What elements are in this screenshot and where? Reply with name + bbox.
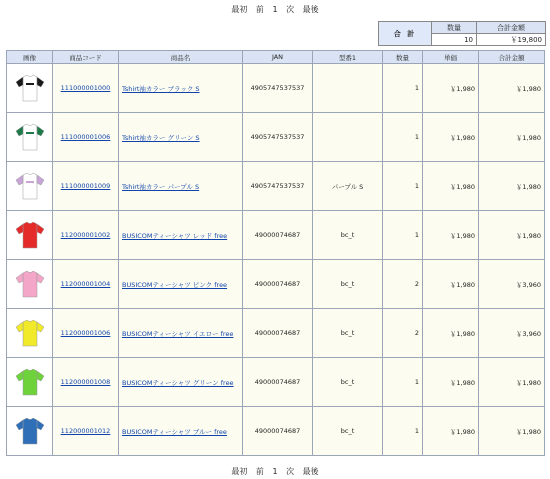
unit-price-text: ￥1,980 xyxy=(449,378,475,387)
quantity-text: 1 xyxy=(414,84,419,92)
model-number-text: パープル S xyxy=(331,182,364,191)
line-total-text: ￥1,980 xyxy=(515,231,541,240)
line-total-text: ￥1,980 xyxy=(515,427,541,436)
tshirt-right-sleeve xyxy=(37,175,44,185)
summary-amount-header: 合計金額 xyxy=(477,22,546,34)
tshirt-left-sleeve xyxy=(16,322,23,332)
model-number-cell xyxy=(313,64,383,113)
line-total-text: ￥3,960 xyxy=(515,280,541,289)
pager-last-link[interactable]: 最後 xyxy=(302,5,319,14)
model-number-text: bc_t xyxy=(340,427,355,435)
model-number-text: bc_t xyxy=(340,329,355,337)
table-row xyxy=(7,162,545,211)
unit-price-text: ￥1,980 xyxy=(449,280,475,289)
tshirt-body xyxy=(23,173,37,199)
product-name-cell xyxy=(119,260,243,309)
tshirt-body xyxy=(23,75,37,101)
tshirt-body xyxy=(23,320,37,346)
jan-code-cell xyxy=(243,113,313,162)
quantity-cell xyxy=(383,162,423,211)
tshirt-image-icon[interactable] xyxy=(13,169,47,203)
pager-next-link[interactable]: 次 xyxy=(286,5,295,14)
line-total-cell xyxy=(479,358,545,407)
product-code-link[interactable]: 112000001006 xyxy=(60,329,111,337)
line-total-text: ￥1,980 xyxy=(515,378,541,387)
unit-price-text: ￥1,980 xyxy=(449,231,475,240)
product-code-link[interactable]: 112000001004 xyxy=(60,280,111,288)
table-row xyxy=(7,407,545,456)
product-image-cell xyxy=(7,358,53,407)
col-header-qty: 数量 xyxy=(383,51,423,64)
jan-code-cell xyxy=(243,407,313,456)
model-number-cell xyxy=(313,309,383,358)
tshirt-right-sleeve xyxy=(37,273,44,283)
product-image-cell xyxy=(7,211,53,260)
line-total-cell xyxy=(479,113,545,162)
tshirt-left-sleeve xyxy=(16,175,23,185)
unit-price-cell xyxy=(423,211,479,260)
unit-price-cell xyxy=(423,260,479,309)
product-name-cell xyxy=(119,64,243,113)
quantity-text: 1 xyxy=(414,427,419,435)
unit-price-text: ￥1,980 xyxy=(449,329,475,338)
product-code-cell xyxy=(53,162,119,211)
tshirt-print xyxy=(26,181,34,183)
jan-code-text: 49000074687 xyxy=(254,427,301,435)
unit-price-text: ￥1,980 xyxy=(449,133,475,142)
model-number-text: bc_t xyxy=(340,280,355,288)
product-code-cell xyxy=(53,260,119,309)
jan-code-cell xyxy=(243,211,313,260)
product-code-cell xyxy=(53,309,119,358)
tshirt-body xyxy=(23,222,37,248)
pager-last-link[interactable]: 最後 xyxy=(302,467,319,476)
tshirt-left-sleeve xyxy=(16,224,23,234)
jan-code-text: 49000074687 xyxy=(254,378,301,386)
product-code-link[interactable]: 112000001008 xyxy=(60,378,111,386)
product-code-link[interactable]: 111000001009 xyxy=(60,182,111,190)
product-name-cell xyxy=(119,162,243,211)
quantity-text: 2 xyxy=(414,329,419,337)
product-code-cell xyxy=(53,211,119,260)
tshirt-body xyxy=(23,124,37,150)
jan-code-text: 4905747537537 xyxy=(250,133,305,141)
quantity-cell xyxy=(383,211,423,260)
tshirt-left-sleeve xyxy=(16,273,23,283)
col-header-unit-price: 単価 xyxy=(423,51,479,64)
model-number-cell xyxy=(313,407,383,456)
tshirt-image-icon[interactable] xyxy=(13,218,47,252)
product-name-link[interactable]: BUSICOMティーシャツ イエロー free xyxy=(122,329,234,338)
tshirt-left-sleeve xyxy=(16,126,23,136)
product-code-link[interactable]: 112000001012 xyxy=(60,427,111,435)
jan-code-text: 49000074687 xyxy=(254,231,301,239)
product-code-cell xyxy=(53,358,119,407)
tshirt-right-sleeve xyxy=(37,224,44,234)
line-total-text: ￥1,980 xyxy=(515,84,541,93)
quantity-cell xyxy=(383,113,423,162)
table-row xyxy=(7,358,545,407)
line-total-cell xyxy=(479,260,545,309)
tshirt-body xyxy=(23,369,37,395)
table-row xyxy=(7,309,545,358)
pager-next-link[interactable]: 次 xyxy=(286,467,295,476)
quantity-text: 2 xyxy=(414,280,419,288)
line-total-cell xyxy=(479,407,545,456)
tshirt-left-sleeve xyxy=(16,371,23,381)
model-number-text: bc_t xyxy=(340,378,355,386)
product-code-link[interactable]: 112000001002 xyxy=(60,231,111,239)
unit-price-cell xyxy=(423,64,479,113)
line-total-cell xyxy=(479,162,545,211)
summary-table xyxy=(378,21,546,46)
line-total-text: ￥1,980 xyxy=(515,182,541,191)
product-name-cell xyxy=(119,211,243,260)
table-row xyxy=(7,64,545,113)
model-number-cell xyxy=(313,358,383,407)
col-header-total: 合計金額 xyxy=(479,51,545,64)
tshirt-image-icon[interactable] xyxy=(13,414,47,448)
line-total-text: ￥1,980 xyxy=(515,133,541,142)
tshirt-left-sleeve xyxy=(16,77,23,87)
pager-current-page: 1 xyxy=(272,467,278,476)
jan-code-cell xyxy=(243,309,313,358)
pager-current-page: 1 xyxy=(272,5,278,14)
line-total-text: ￥3,960 xyxy=(515,329,541,338)
product-name-link[interactable]: BUSICOMティーシャツ レッド free xyxy=(122,231,228,240)
product-name-link[interactable]: Tshirt袖カラー パープル S xyxy=(122,182,200,191)
tshirt-print xyxy=(26,132,34,134)
product-image-cell xyxy=(7,64,53,113)
model-number-cell xyxy=(313,211,383,260)
tshirt-body xyxy=(23,418,37,444)
cart-items-table xyxy=(6,50,545,456)
table-row xyxy=(7,260,545,309)
tshirt-print xyxy=(26,83,34,85)
jan-code-cell xyxy=(243,162,313,211)
col-header-image: 画像 xyxy=(7,51,53,64)
quantity-cell xyxy=(383,309,423,358)
product-name-link[interactable]: BUSICOMティーシャツ ブルー free xyxy=(122,427,227,436)
product-name-link[interactable]: Tshirt袖カラー グリーン S xyxy=(122,133,200,142)
product-image-cell xyxy=(7,407,53,456)
product-code-cell xyxy=(53,64,119,113)
product-image-cell xyxy=(7,113,53,162)
unit-price-cell xyxy=(423,407,479,456)
line-total-cell xyxy=(479,64,545,113)
product-name-link[interactable]: BUSICOMティーシャツ グリーン free xyxy=(122,378,234,387)
product-name-cell xyxy=(119,309,243,358)
product-code-link[interactable]: 111000001000 xyxy=(60,84,111,92)
jan-code-text: 49000074687 xyxy=(254,280,301,288)
tshirt-body xyxy=(23,271,37,297)
quantity-text: 1 xyxy=(414,231,419,239)
product-image-cell xyxy=(7,309,53,358)
tshirt-image-icon[interactable] xyxy=(13,365,47,399)
unit-price-text: ￥1,980 xyxy=(449,84,475,93)
summary-qty-header: 数量 xyxy=(432,22,477,34)
quantity-cell xyxy=(383,358,423,407)
tshirt-right-sleeve xyxy=(37,126,44,136)
product-name-cell xyxy=(119,113,243,162)
pager-prev-link[interactable]: 前 xyxy=(255,5,264,14)
product-name-cell xyxy=(119,407,243,456)
unit-price-cell xyxy=(423,309,479,358)
unit-price-cell xyxy=(423,113,479,162)
model-number-cell xyxy=(313,113,383,162)
quantity-cell xyxy=(383,407,423,456)
pager-bottom xyxy=(0,466,550,477)
jan-code-text: 4905747537537 xyxy=(250,182,305,190)
tshirt-right-sleeve xyxy=(37,420,44,430)
pager-top xyxy=(0,4,550,15)
pager-first-link[interactable]: 最初 xyxy=(231,5,248,14)
col-header-name: 商品名 xyxy=(119,51,243,64)
model-number-cell xyxy=(313,162,383,211)
tshirt-image-icon[interactable] xyxy=(13,120,47,154)
product-name-link[interactable]: BUSICOMティーシャツ ピンク free xyxy=(122,280,228,289)
jan-code-cell xyxy=(243,64,313,113)
summary-amount-value: ￥19,800 xyxy=(477,34,546,46)
pager-first-link[interactable]: 最初 xyxy=(231,467,248,476)
model-number-text: bc_t xyxy=(340,231,355,239)
table-row xyxy=(7,113,545,162)
quantity-text: 1 xyxy=(414,378,419,386)
quantity-text: 1 xyxy=(414,182,419,190)
tshirt-image-icon[interactable] xyxy=(13,71,47,105)
product-code-link[interactable]: 111000001006 xyxy=(60,133,111,141)
tshirt-right-sleeve xyxy=(37,322,44,332)
col-header-model: 型番1 xyxy=(313,51,383,64)
tshirt-right-sleeve xyxy=(37,77,44,87)
product-image-cell xyxy=(7,162,53,211)
jan-code-text: 4905747537537 xyxy=(250,84,305,92)
line-total-cell xyxy=(479,211,545,260)
summary-qty-value: 10 xyxy=(432,34,477,46)
summary-total-label: 合 計 xyxy=(379,22,432,46)
jan-code-text: 49000074687 xyxy=(254,329,301,337)
tshirt-right-sleeve xyxy=(37,371,44,381)
table-header-row xyxy=(7,51,545,64)
jan-code-cell xyxy=(243,358,313,407)
product-image-cell xyxy=(7,260,53,309)
line-total-cell xyxy=(479,309,545,358)
unit-price-text: ￥1,980 xyxy=(449,427,475,436)
col-header-jan: JAN xyxy=(243,51,313,64)
quantity-cell xyxy=(383,260,423,309)
unit-price-cell xyxy=(423,162,479,211)
tshirt-image-icon[interactable] xyxy=(13,267,47,301)
product-name-link[interactable]: Tshirt袖カラー ブラック S xyxy=(122,84,200,93)
unit-price-cell xyxy=(423,358,479,407)
pager-prev-link[interactable]: 前 xyxy=(255,467,264,476)
tshirt-image-icon[interactable] xyxy=(13,316,47,350)
tshirt-left-sleeve xyxy=(16,420,23,430)
quantity-text: 1 xyxy=(414,133,419,141)
quantity-cell xyxy=(383,64,423,113)
product-code-cell xyxy=(53,407,119,456)
model-number-cell xyxy=(313,260,383,309)
jan-code-cell xyxy=(243,260,313,309)
col-header-code: 商品コード xyxy=(53,51,119,64)
unit-price-text: ￥1,980 xyxy=(449,182,475,191)
table-row xyxy=(7,211,545,260)
product-code-cell xyxy=(53,113,119,162)
product-name-cell xyxy=(119,358,243,407)
